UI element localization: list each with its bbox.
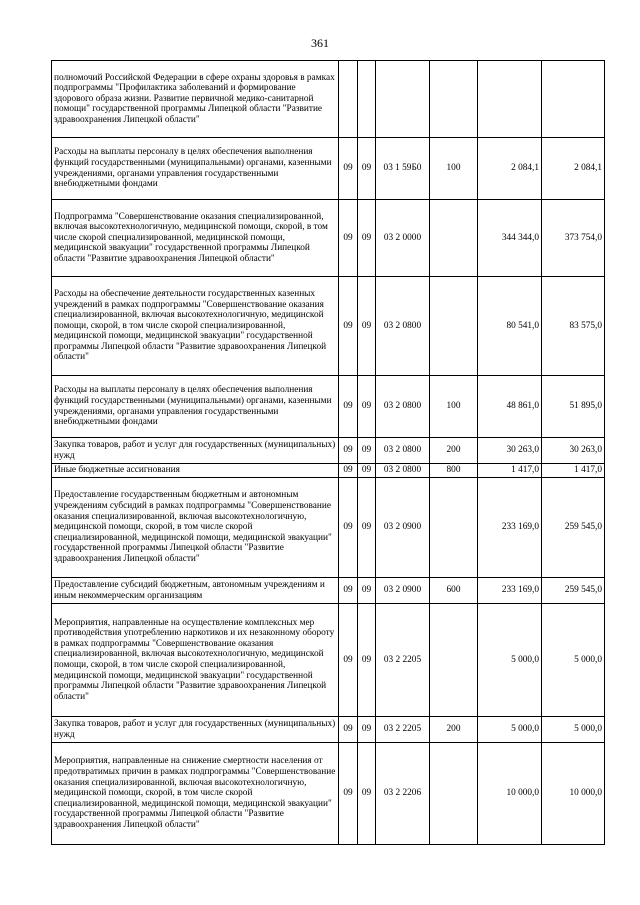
- row-expense-type: 800: [430, 464, 478, 478]
- row-subsection: 09: [358, 464, 376, 478]
- row-subsection: [358, 61, 376, 138]
- row-description: Мероприятия, направленные на снижение смертности населения от предотвратимых причин в рамках подпрограммы "Совершенствование оказания специализированной, включая высокотехнологичную, медицинской помощи, скорой, в том числе скорой специализированной, медицинской помощи, медицинской эвакуации" государственной программы Липецкой области "Развитие здравоохранения Липецкой области": [52, 743, 339, 845]
- table-row: [52, 61, 605, 138]
- row-sum-year1: 10 000,0: [478, 743, 542, 845]
- row-target-article: 03 2 2206: [376, 743, 430, 845]
- row-target-article: 03 2 0800: [376, 376, 430, 438]
- row-description: полномочий Российской Федерации в сфере охраны здоровья в рамках подпрограммы "Профилактика заболеваний и формирование здорового образа жизни. Развитие первичной медико-санитарной помощи" государственной программы Липецкой области "Развитие здравоохранения Липецкой области": [52, 61, 339, 138]
- row-section: 09: [339, 438, 358, 464]
- row-sum-year2: 10 000,0: [542, 743, 605, 845]
- table-row: [52, 717, 605, 743]
- row-subsection: 09: [358, 604, 376, 717]
- row-sum-year1: 1 417,0: [478, 464, 542, 478]
- row-section: 09: [339, 743, 358, 845]
- row-target-article: 03 1 59Б0: [376, 138, 430, 200]
- row-subsection: 09: [358, 277, 376, 376]
- table-row: [52, 743, 605, 845]
- row-target-article: 03 2 0800: [376, 438, 430, 464]
- row-subsection: 09: [358, 138, 376, 200]
- row-expense-type: 600: [430, 578, 478, 604]
- row-sum-year2: [542, 61, 605, 138]
- row-subsection: 09: [358, 438, 376, 464]
- row-sum-year1: 233 169,0: [478, 478, 542, 578]
- row-section: 09: [339, 200, 358, 277]
- row-expense-type: [430, 478, 478, 578]
- row-description: Мероприятия, направленные на осуществление комплексных мер противодействия употреблению наркотиков и их незаконному обороту в рамках подпрограммы "Совершенствование оказания специализированной, включая высокотехнологичную, медицинской помощи, скорой, в том числе скорой специализированной, медицинской помощи, медицинской эвакуации" государственной программы Липецкой области "Развитие здравоохранения Липецкой области": [52, 604, 339, 717]
- row-sum-year1: 344 344,0: [478, 200, 542, 277]
- row-subsection: 09: [358, 478, 376, 578]
- table-row: [52, 604, 605, 717]
- row-sum-year1: 5 000,0: [478, 717, 542, 743]
- row-expense-type: [430, 743, 478, 845]
- row-section: [339, 61, 358, 138]
- row-target-article: [376, 61, 430, 138]
- row-subsection: 09: [358, 743, 376, 845]
- row-description: Закупка товаров, работ и услуг для государственных (муниципальных) нужд: [52, 717, 339, 743]
- row-sum-year1: 48 861,0: [478, 376, 542, 438]
- row-sum-year2: 83 575,0: [542, 277, 605, 376]
- row-target-article: 03 2 2205: [376, 717, 430, 743]
- table-row: [52, 578, 605, 604]
- table-row: [52, 464, 605, 478]
- row-sum-year1: 2 084,1: [478, 138, 542, 200]
- row-expense-type: [430, 604, 478, 717]
- row-sum-year2: 2 084,1: [542, 138, 605, 200]
- row-target-article: 03 2 0000: [376, 200, 430, 277]
- row-sum-year2: 51 895,0: [542, 376, 605, 438]
- row-expense-type: 200: [430, 717, 478, 743]
- row-target-article: 03 2 0800: [376, 277, 430, 376]
- row-section: 09: [339, 138, 358, 200]
- table-row: [52, 277, 605, 376]
- row-sum-year2: 259 545,0: [542, 578, 605, 604]
- row-expense-type: 100: [430, 138, 478, 200]
- row-subsection: 09: [358, 376, 376, 438]
- page-number: 361: [311, 36, 329, 50]
- table-row: [52, 138, 605, 200]
- budget-table: [51, 60, 605, 845]
- row-description: Иные бюджетные ассигнования: [52, 464, 339, 478]
- row-subsection: 09: [358, 200, 376, 277]
- row-sum-year2: 373 754,0: [542, 200, 605, 277]
- row-subsection: 09: [358, 717, 376, 743]
- budget-table-body: [52, 61, 605, 845]
- row-description: Подпрограмма "Совершенствование оказания специализированной, включая высокотехнологичную, медицинской помощи, скорой, в том числе скорой специализированной, медицинской помощи, медицинской эвакуации" государственной программы Липецкой области "Развитие здравоохранения Липецкой области": [52, 200, 339, 277]
- row-section: 09: [339, 478, 358, 578]
- row-expense-type: [430, 200, 478, 277]
- row-sum-year2: 5 000,0: [542, 717, 605, 743]
- row-target-article: 03 2 2205: [376, 604, 430, 717]
- row-description: Предоставление государственным бюджетным и автономным учреждениям субсидий в рамках подпрограммы "Совершенствование оказания специализированной, включая высокотехнологичную, медицинской помощи, скорой, в том числе скорой специализированной, медицинской помощи, медицинской эвакуации" государственной программы Липецкой области "Развитие здравоохранения Липецкой области": [52, 478, 339, 578]
- row-section: 09: [339, 464, 358, 478]
- row-sum-year2: 30 263,0: [542, 438, 605, 464]
- row-expense-type: 100: [430, 376, 478, 438]
- row-sum-year2: 259 545,0: [542, 478, 605, 578]
- row-target-article: 03 2 0800: [376, 464, 430, 478]
- row-description: Закупка товаров, работ и услуг для государственных (муниципальных) нужд: [52, 438, 339, 464]
- row-sum-year1: 5 000,0: [478, 604, 542, 717]
- row-section: 09: [339, 578, 358, 604]
- row-sum-year1: 233 169,0: [478, 578, 542, 604]
- table-row: [52, 478, 605, 578]
- row-expense-type: 200: [430, 438, 478, 464]
- row-section: 09: [339, 604, 358, 717]
- table-row: [52, 200, 605, 277]
- row-description: Расходы на выплаты персоналу в целях обеспечения выполнения функций государственными (муниципальными) органами, казенными учреждениями, органами управления государственными внебюджетными фондами: [52, 376, 339, 438]
- table-row: [52, 376, 605, 438]
- row-section: 09: [339, 376, 358, 438]
- row-description: Расходы на выплаты персоналу в целях обеспечения выполнения функций государственными (муниципальными) органами, казенными учреждениями, органами управления государственными внебюджетными фондами: [52, 138, 339, 200]
- row-sum-year1: 30 263,0: [478, 438, 542, 464]
- row-description: Расходы на обеспечение деятельности государственных казенных учреждений в рамках подпрограммы "Совершенствование оказания специализированной, включая высокотехнологичную, медицинской помощи, скорой, в том числе скорой специализированной, медицинской помощи, медицинской эвакуации" государственной программы Липецкой области "Развитие здравоохранения Липецкой области": [52, 277, 339, 376]
- row-sum-year2: 1 417,0: [542, 464, 605, 478]
- row-section: 09: [339, 277, 358, 376]
- row-subsection: 09: [358, 578, 376, 604]
- row-target-article: 03 2 0900: [376, 578, 430, 604]
- row-sum-year1: 80 541,0: [478, 277, 542, 376]
- row-target-article: 03 2 0900: [376, 478, 430, 578]
- row-section: 09: [339, 717, 358, 743]
- row-expense-type: [430, 277, 478, 376]
- row-sum-year2: 5 000,0: [542, 604, 605, 717]
- row-description: Предоставление субсидий бюджетным, автономным учреждениям и иным некоммерческим организациям: [52, 578, 339, 604]
- table-row: [52, 438, 605, 464]
- row-expense-type: [430, 61, 478, 138]
- row-sum-year1: [478, 61, 542, 138]
